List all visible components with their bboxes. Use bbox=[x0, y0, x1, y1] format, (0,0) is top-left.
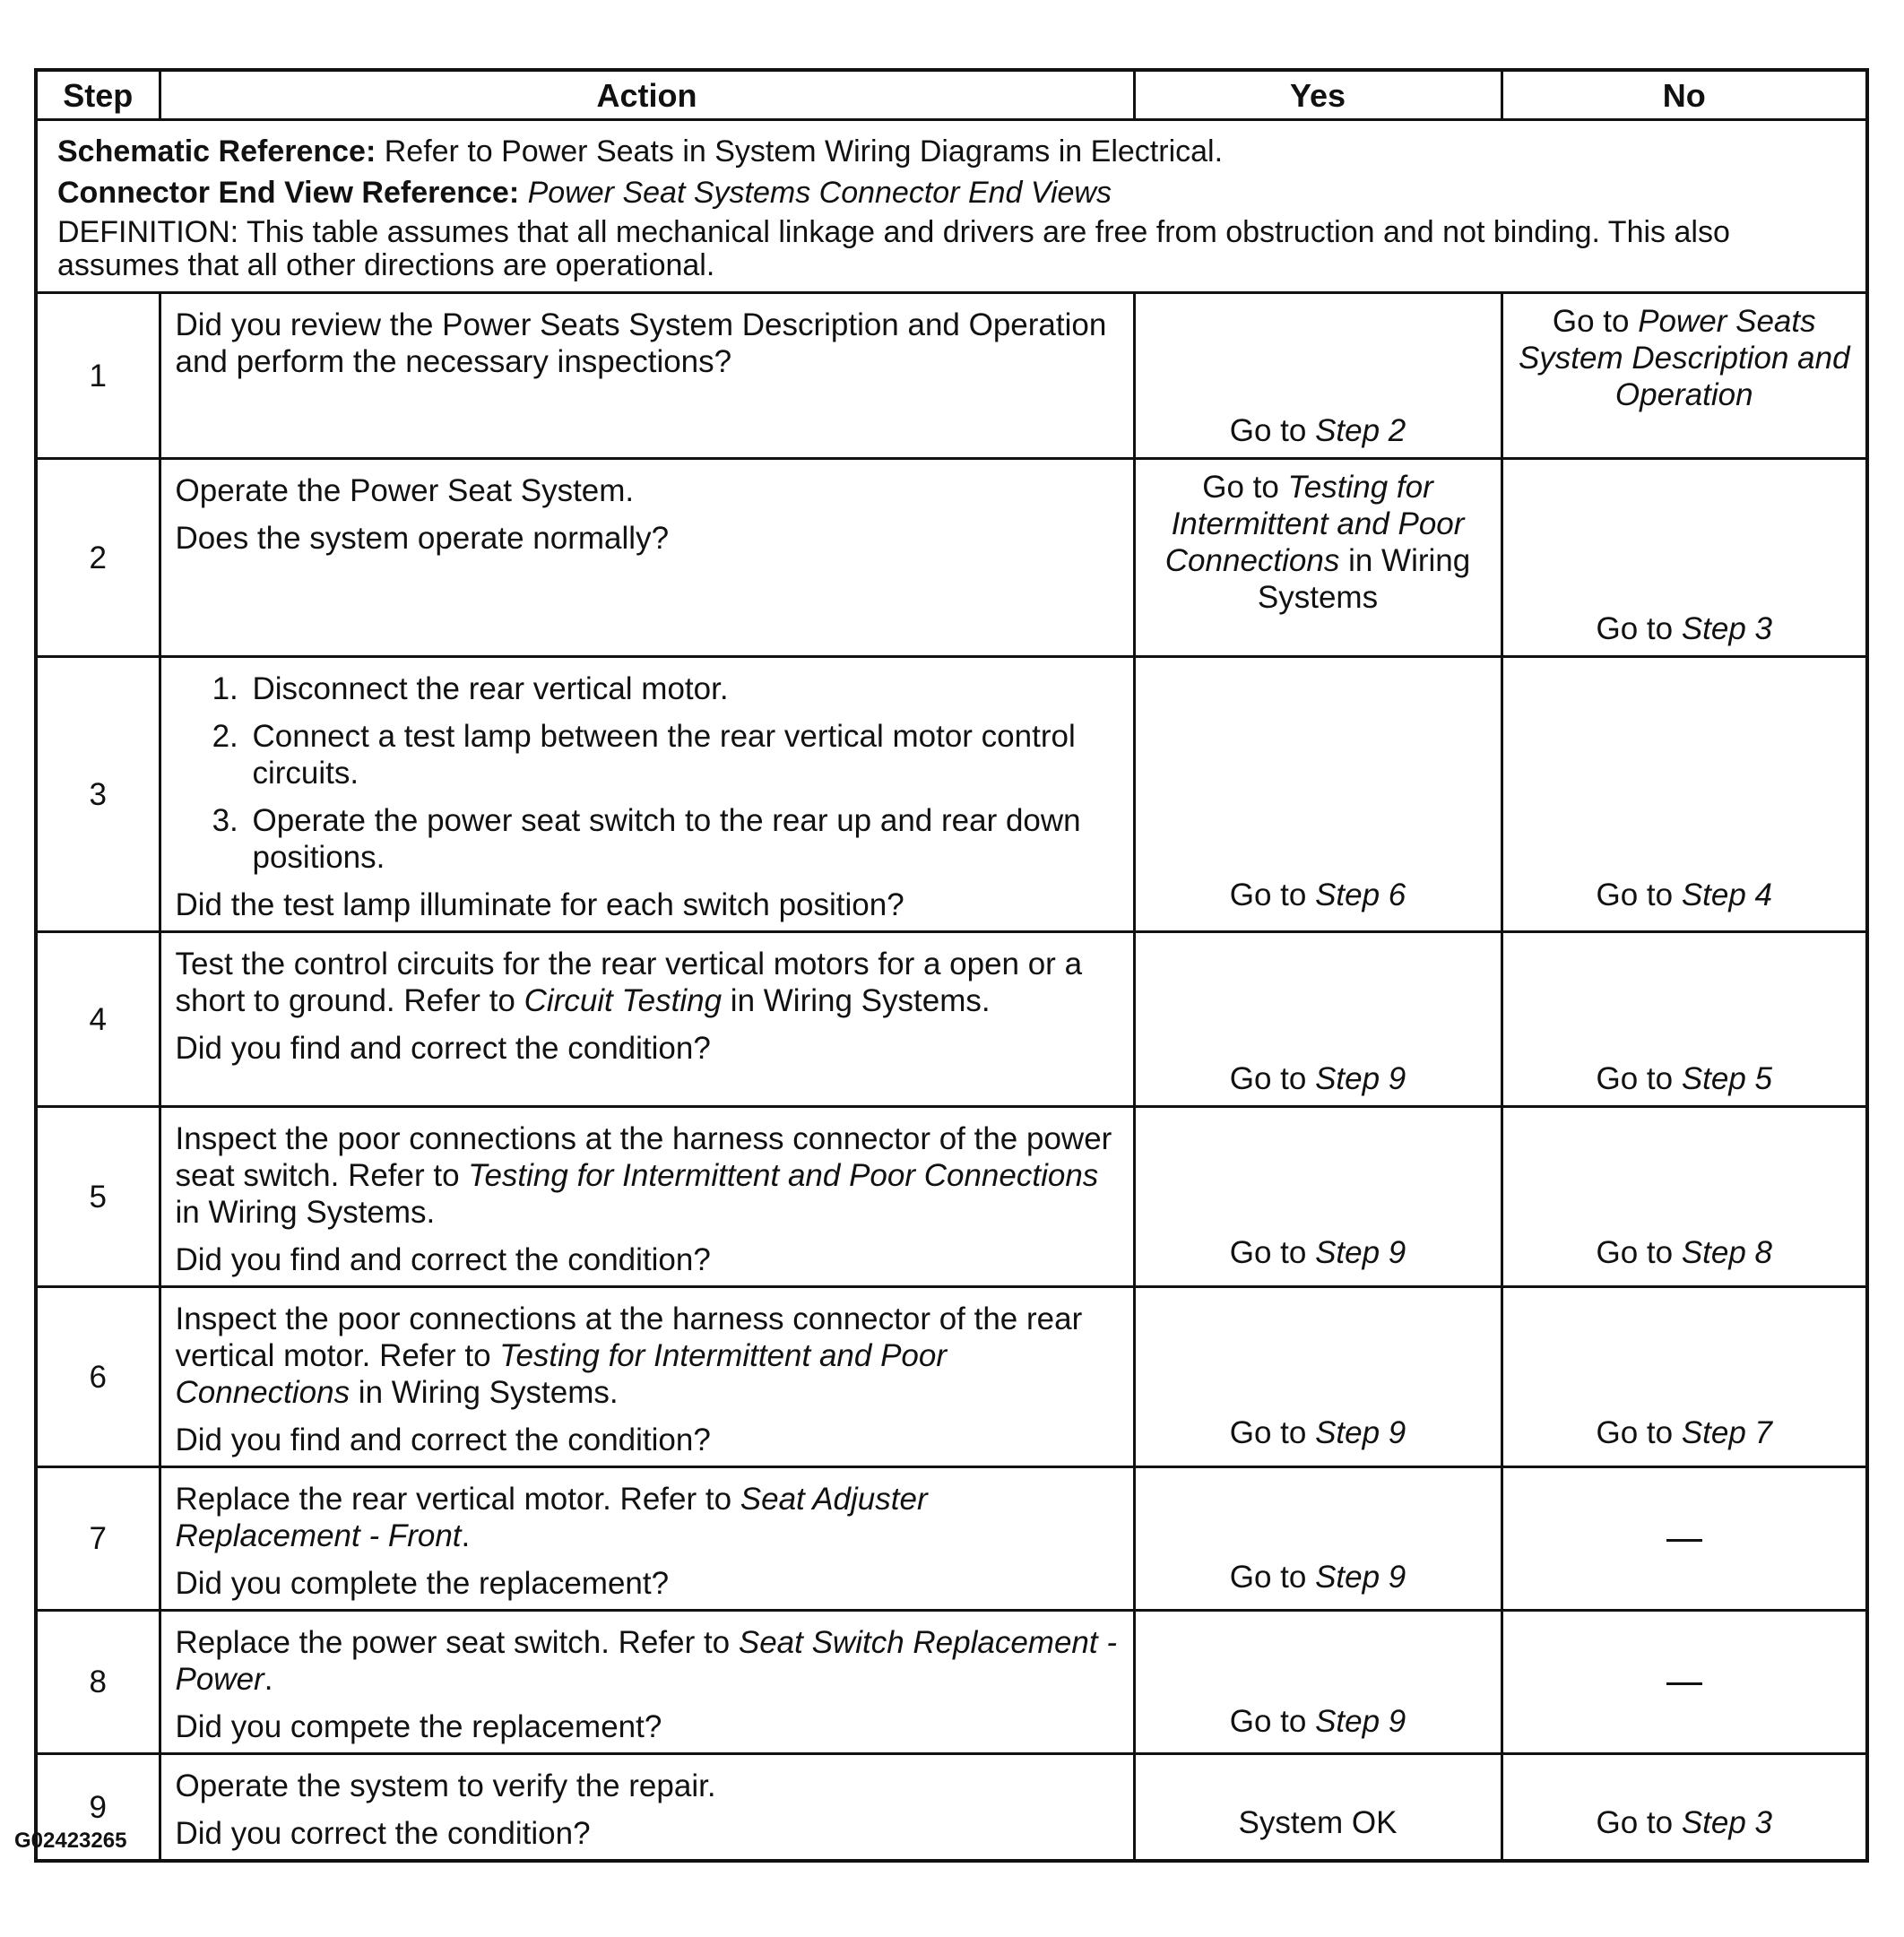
step-row bbox=[36, 1467, 1867, 1611]
action-text: Did you compete the replacement? bbox=[175, 1709, 662, 1744]
action-text: Did you find and correct the condition? bbox=[175, 1242, 711, 1277]
step-no-result bbox=[1502, 459, 1867, 657]
reference-row bbox=[36, 120, 1867, 293]
result-reference: Testing for Intermittent and Poor Connections bbox=[1164, 470, 1465, 578]
result-wrapper bbox=[1512, 294, 1857, 456]
step-row bbox=[36, 293, 1867, 459]
result-wrapper bbox=[1145, 658, 1492, 921]
action-paragraph bbox=[176, 1481, 1119, 1554]
action-text: Test the control circuits for the rear vertical motors for a open or a short to ground. Refer to bbox=[175, 947, 1083, 1018]
result-plain: Go to bbox=[1552, 304, 1639, 339]
result-wrapper bbox=[1512, 1288, 1857, 1458]
step-no-result bbox=[1502, 293, 1867, 459]
step-no-result bbox=[1502, 932, 1867, 1107]
action-paragraph bbox=[176, 886, 1119, 923]
procedure-item: 2. Connect a test lamp between the rear vertical motor control circuits. bbox=[247, 718, 1119, 791]
result-wrapper bbox=[1145, 460, 1492, 654]
diagnostic-table bbox=[34, 68, 1869, 1863]
result-text bbox=[1145, 460, 1492, 616]
step-row bbox=[36, 932, 1867, 1107]
result-reference: Step 9 bbox=[1315, 1061, 1406, 1096]
result-plain: Go to bbox=[1596, 878, 1682, 912]
result-text bbox=[1145, 1559, 1492, 1603]
result-reference: Step 7 bbox=[1681, 1415, 1773, 1450]
not-applicable-dash bbox=[1666, 1682, 1702, 1685]
header-no: No bbox=[1502, 70, 1867, 120]
step-number: 2 bbox=[36, 459, 160, 657]
result-text bbox=[1512, 294, 1857, 413]
result-text bbox=[1145, 412, 1492, 456]
reference-link-text: Seat Switch Replacement - Power bbox=[175, 1625, 1117, 1697]
action-paragraph bbox=[176, 1815, 1119, 1852]
result-text bbox=[1512, 1414, 1857, 1458]
result-plain: Go to bbox=[1596, 1235, 1682, 1270]
action-text: Replace the rear vertical motor. Refer to bbox=[175, 1482, 740, 1517]
result-text bbox=[1145, 1060, 1492, 1104]
result-plain: Go to bbox=[1229, 878, 1316, 912]
connector-reference bbox=[57, 175, 1846, 211]
result-wrapper bbox=[1145, 933, 1492, 1104]
action-paragraph bbox=[176, 472, 1119, 509]
result-text bbox=[1512, 1804, 1857, 1848]
action-text: Did the test lamp illuminate for each switch position? bbox=[175, 887, 904, 922]
action-paragraph bbox=[176, 1422, 1119, 1458]
result-reference: Step 9 bbox=[1315, 1415, 1406, 1450]
step-no-result bbox=[1502, 1467, 1867, 1611]
step-yes-result bbox=[1134, 657, 1502, 932]
result-reference: Step 9 bbox=[1315, 1704, 1406, 1739]
step-yes-result bbox=[1134, 1754, 1502, 1862]
action-paragraph bbox=[176, 520, 1119, 557]
schematic-reference bbox=[57, 134, 1846, 169]
step-yes-result bbox=[1134, 1467, 1502, 1611]
action-text: Did you complete the replacement? bbox=[175, 1566, 670, 1601]
reference-link-text: Testing for Intermittent and Poor Connections bbox=[468, 1158, 1099, 1193]
action-text: . bbox=[461, 1518, 471, 1553]
result-plain: in Wiring Systems bbox=[1257, 543, 1471, 615]
step-action bbox=[160, 657, 1134, 932]
reference-link-text: Testing for Intermittent and Poor Connections bbox=[175, 1338, 947, 1410]
result-wrapper bbox=[1512, 1755, 1857, 1848]
result-reference: Step 3 bbox=[1681, 1805, 1773, 1840]
step-number: 3 bbox=[36, 657, 160, 932]
result-plain: Go to bbox=[1202, 470, 1288, 505]
action-text: Does the system operate normally? bbox=[175, 521, 670, 556]
step-number: 5 bbox=[36, 1107, 160, 1287]
step-row bbox=[36, 1287, 1867, 1467]
action-text: Inspect the poor connections at the harness connector of the power seat switch. Refer to bbox=[175, 1121, 1112, 1193]
header-step: Step bbox=[36, 70, 160, 120]
result-wrapper bbox=[1145, 294, 1492, 456]
step-no-result bbox=[1502, 1107, 1867, 1287]
result-plain: Go to bbox=[1229, 1061, 1316, 1096]
result-wrapper bbox=[1145, 1468, 1492, 1603]
step-no-result bbox=[1502, 1754, 1867, 1862]
action-paragraph bbox=[176, 1241, 1119, 1278]
result-wrapper bbox=[1512, 658, 1857, 921]
action-text: Did you review the Power Seats System Description and Operation and perform the necessary inspections? bbox=[175, 307, 1107, 379]
step-action bbox=[160, 293, 1134, 459]
action-paragraph bbox=[176, 1565, 1119, 1602]
action-text: in Wiring Systems. bbox=[350, 1375, 619, 1410]
figure-id: G02423265 bbox=[14, 1829, 127, 1853]
step-row bbox=[36, 1754, 1867, 1862]
result-reference: Step 9 bbox=[1315, 1560, 1406, 1595]
action-text: Inspect the poor connections at the harness connector of the rear vertical motor. Refer to bbox=[175, 1301, 1083, 1373]
result-reference: Step 4 bbox=[1681, 878, 1773, 912]
procedure-item: 1. Disconnect the rear vertical motor. bbox=[247, 670, 1119, 707]
result-text bbox=[1145, 1414, 1492, 1458]
result-wrapper bbox=[1145, 1612, 1492, 1747]
result-plain: System OK bbox=[1238, 1805, 1398, 1840]
step-action bbox=[160, 1107, 1134, 1287]
result-plain: Go to bbox=[1596, 1805, 1682, 1840]
result-reference: Step 8 bbox=[1681, 1235, 1773, 1270]
result-reference: Step 2 bbox=[1315, 413, 1406, 448]
schematic-reference-label: Schematic Reference: bbox=[57, 134, 376, 169]
result-text bbox=[1512, 1060, 1857, 1104]
result-wrapper bbox=[1145, 1108, 1492, 1278]
header-yes: Yes bbox=[1134, 70, 1502, 120]
connector-reference-text: Power Seat Systems Connector End Views bbox=[527, 176, 1112, 210]
result-text bbox=[1145, 1703, 1492, 1747]
result-text bbox=[1512, 877, 1857, 921]
result-wrapper bbox=[1145, 1288, 1492, 1458]
step-yes-result bbox=[1134, 1107, 1502, 1287]
result-reference: Step 3 bbox=[1681, 611, 1773, 646]
step-action bbox=[160, 459, 1134, 657]
action-text: Operate the Power Seat System. bbox=[175, 473, 635, 508]
result-plain: Go to bbox=[1596, 1415, 1682, 1450]
result-plain: Go to bbox=[1229, 1704, 1316, 1739]
result-text bbox=[1145, 1804, 1492, 1848]
step-row bbox=[36, 1107, 1867, 1287]
result-wrapper bbox=[1512, 460, 1857, 654]
action-text: in Wiring Systems. bbox=[175, 1195, 436, 1230]
step-no-result bbox=[1502, 1611, 1867, 1754]
result-wrapper bbox=[1512, 933, 1857, 1104]
action-paragraph bbox=[176, 1708, 1119, 1745]
action-paragraph bbox=[176, 1768, 1119, 1804]
result-wrapper bbox=[1145, 1755, 1492, 1848]
action-paragraph bbox=[176, 946, 1119, 1019]
result-text bbox=[1512, 610, 1857, 654]
action-paragraph bbox=[176, 307, 1119, 380]
reference-link-text: Circuit Testing bbox=[524, 983, 723, 1018]
definition-text: DEFINITION: This table assumes that all mechanical linkage and drivers are free from obstruction and not binding. This also assumes that all other directions are operational. bbox=[57, 215, 1730, 282]
result-plain: Go to bbox=[1229, 413, 1316, 448]
action-paragraph bbox=[176, 1301, 1119, 1411]
step-action bbox=[160, 1611, 1134, 1754]
schematic-reference-text: Refer to Power Seats in System Wiring Diagrams in Electrical. bbox=[384, 134, 1224, 169]
step-action bbox=[160, 1754, 1134, 1862]
action-text: Did you find and correct the condition? bbox=[175, 1422, 711, 1457]
not-applicable-dash bbox=[1666, 1539, 1702, 1542]
step-row bbox=[36, 657, 1867, 932]
step-yes-result bbox=[1134, 1287, 1502, 1467]
step-yes-result bbox=[1134, 293, 1502, 459]
action-text: Did you find and correct the condition? bbox=[175, 1031, 711, 1066]
connector-reference-label: Connector End View Reference: bbox=[57, 176, 520, 210]
result-reference: Power Seats System Description and Operation bbox=[1518, 304, 1850, 412]
action-text: Operate the system to verify the repair. bbox=[175, 1768, 716, 1803]
action-text: in Wiring Systems. bbox=[722, 983, 991, 1018]
reference-cell bbox=[36, 120, 1867, 293]
step-yes-result bbox=[1134, 459, 1502, 657]
action-paragraph bbox=[176, 1120, 1119, 1231]
action-text: Did you correct the condition? bbox=[175, 1816, 591, 1851]
step-number: 7 bbox=[36, 1467, 160, 1611]
step-action bbox=[160, 1467, 1134, 1611]
step-no-result bbox=[1502, 1287, 1867, 1467]
action-text: Replace the power seat switch. Refer to bbox=[175, 1625, 739, 1660]
result-plain: Go to bbox=[1229, 1415, 1316, 1450]
step-yes-result bbox=[1134, 932, 1502, 1107]
step-no-result bbox=[1502, 657, 1867, 932]
table-body bbox=[36, 120, 1867, 1862]
step-number: 1 bbox=[36, 293, 160, 459]
step-row bbox=[36, 459, 1867, 657]
step-number: 8 bbox=[36, 1611, 160, 1754]
action-paragraph bbox=[176, 1030, 1119, 1067]
header-action: Action bbox=[160, 70, 1134, 120]
result-reference: Step 5 bbox=[1681, 1061, 1773, 1096]
procedure-list bbox=[176, 670, 1119, 876]
step-action bbox=[160, 1287, 1134, 1467]
reference-link-text: Seat Adjuster Replacement - Front bbox=[175, 1482, 928, 1553]
result-reference: Step 6 bbox=[1315, 878, 1406, 912]
result-wrapper bbox=[1512, 1108, 1857, 1278]
result-reference: Step 9 bbox=[1315, 1235, 1406, 1270]
step-number: 4 bbox=[36, 932, 160, 1107]
step-yes-result bbox=[1134, 1611, 1502, 1754]
step-number: 9 bbox=[36, 1754, 160, 1862]
result-text bbox=[1145, 1234, 1492, 1278]
result-plain: Go to bbox=[1229, 1235, 1316, 1270]
header-row bbox=[36, 70, 1867, 120]
result-plain: Go to bbox=[1596, 1061, 1682, 1096]
step-number: 6 bbox=[36, 1287, 160, 1467]
procedure-item: 3. Operate the power seat switch to the rear up and rear down positions. bbox=[247, 802, 1119, 876]
step-row bbox=[36, 1611, 1867, 1754]
result-text bbox=[1512, 1234, 1857, 1278]
step-action bbox=[160, 932, 1134, 1107]
action-text: . bbox=[264, 1662, 273, 1697]
action-paragraph bbox=[176, 1624, 1119, 1698]
result-plain: Go to bbox=[1229, 1560, 1316, 1595]
result-plain: Go to bbox=[1596, 611, 1682, 646]
result-text bbox=[1145, 877, 1492, 921]
